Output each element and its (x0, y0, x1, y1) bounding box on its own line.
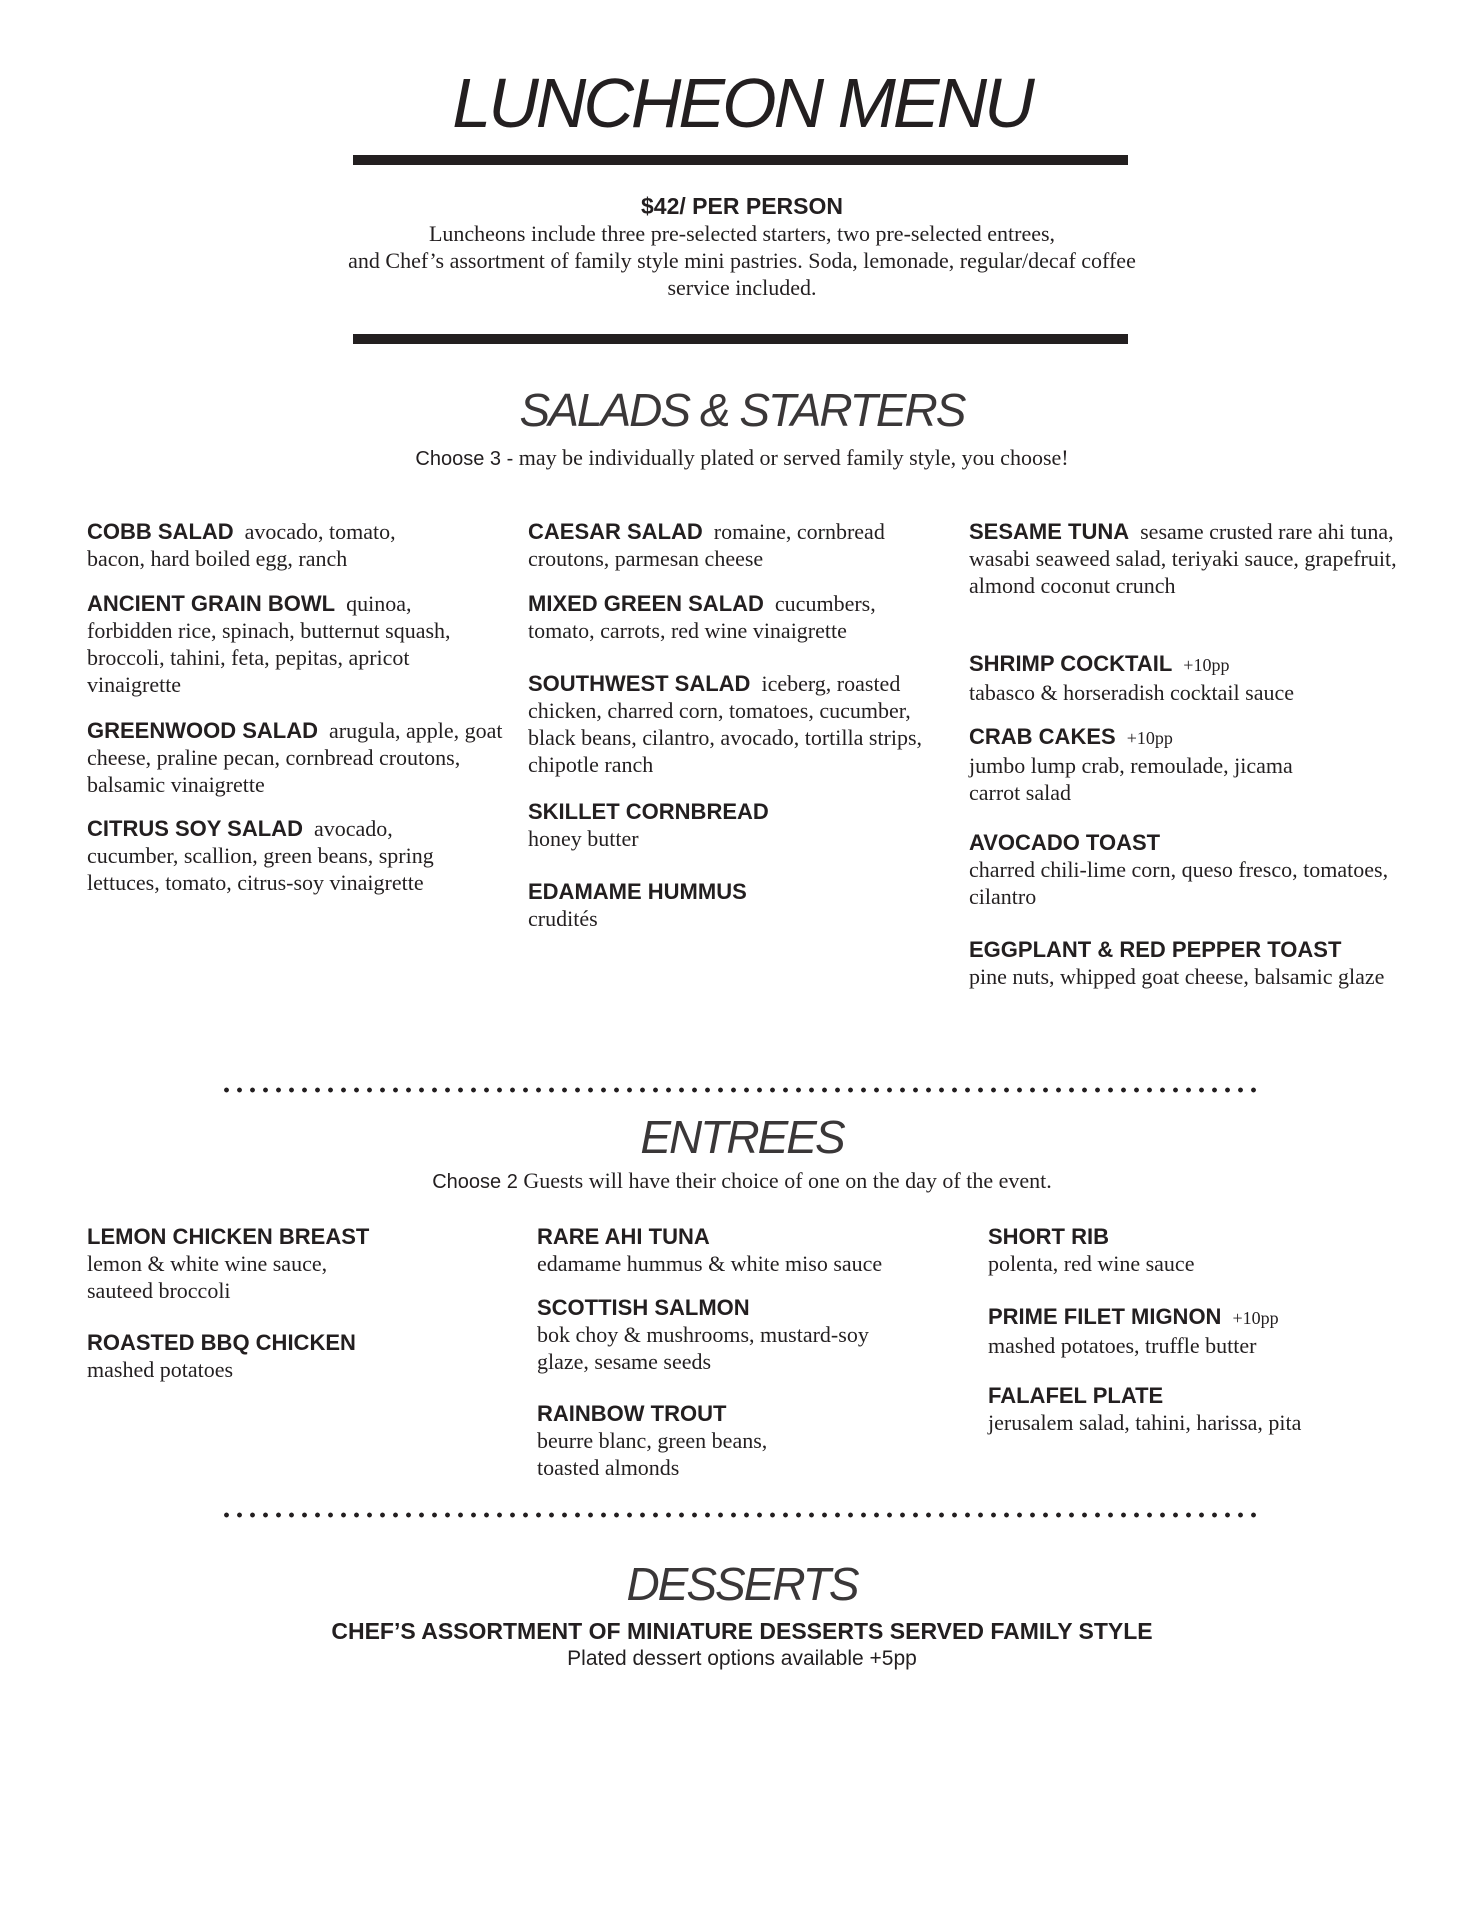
item-name: SCOTTISH SALMON (537, 1295, 750, 1320)
pricing-line: Luncheons include three pre-selected starters, two pre-selected entrees, (428, 221, 1056, 246)
item-name: SHRIMP COCKTAIL (969, 651, 1173, 676)
item-description: honey butter (528, 826, 639, 851)
item-name: ROASTED BBQ CHICKEN (87, 1330, 356, 1355)
menu-item (537, 1294, 967, 1375)
item-upcharge: +10pp (1232, 1308, 1279, 1328)
item-description: mashed potatoes (87, 1357, 234, 1382)
menu-item (87, 1329, 507, 1383)
starters-note-text: may be individually plated or served family style, you choose! (513, 445, 1069, 470)
item-name: AVOCADO TOAST (969, 830, 1161, 855)
item-description: bok choy & mushrooms, mustard-soy glaze, sesame seeds (537, 1322, 869, 1374)
entrees-note-lead: Choose 2 (432, 1171, 518, 1193)
item-name: LEMON CHICKEN BREAST (87, 1224, 370, 1249)
menu-item (537, 1400, 967, 1481)
item-upcharge: +10pp (1183, 655, 1230, 675)
item-name: SKILLET CORNBREAD (528, 799, 769, 824)
starters-note-lead: Choose 3 - (415, 448, 514, 470)
dotted-divider (220, 1087, 1260, 1093)
item-description: pine nuts, whipped goat cheese, balsamic glaze (969, 964, 1385, 989)
item-name: GREENWOOD SALAD (87, 718, 318, 743)
item-description: jerusalem salad, tahini, harissa, pita (988, 1410, 1302, 1435)
pricing-line: and Chef’s assortment of family style mini pastries. Soda, lemonade, regular/decaf coffee (348, 248, 1136, 273)
item-description: polenta, red wine sauce (988, 1251, 1195, 1276)
item-name: RARE AHI TUNA (537, 1224, 710, 1249)
item-description: cucumbers, tomato, carrots, red wine vinaigrette (528, 591, 876, 643)
item-description: mashed potatoes, truffle butter (988, 1333, 1257, 1358)
item-description: quinoa, forbidden rice, spinach, butternut squash, broccoli, tahini, feta, pepitas, apricot vinaigrette (87, 591, 451, 697)
menu-item (87, 717, 507, 798)
item-description: arugula, apple, goat cheese, praline pecan, cornbread croutons, balsamic vinaigrette (87, 718, 503, 797)
pricing-line: service included. (667, 275, 817, 300)
starters-note (0, 445, 1484, 471)
item-description: avocado, cucumber, scallion, green beans, spring lettuces, tomato, citrus-soy vinaigrette (87, 816, 434, 895)
menu-item (969, 650, 1399, 706)
item-name: PRIME FILET MIGNON (988, 1304, 1222, 1329)
item-description: lemon & white wine sauce, sauteed broccoli (87, 1251, 328, 1303)
item-description: charred chili-lime corn, queso fresco, tomatoes, cilantro (969, 857, 1389, 909)
menu-item (87, 518, 457, 572)
menu-item (988, 1303, 1398, 1359)
entrees-heading: ENTREES (640, 1111, 844, 1163)
item-name: FALAFEL PLATE (988, 1383, 1164, 1408)
item-name: SESAME TUNA (969, 519, 1130, 544)
menu-item (528, 518, 938, 572)
item-description: tabasco & horseradish cocktail sauce (969, 680, 1294, 705)
item-upcharge: +10pp (1126, 728, 1173, 748)
menu-item (969, 723, 1299, 806)
item-name: SHORT RIB (988, 1224, 1109, 1249)
desserts-plated-option: Plated dessert options available +5pp (567, 1647, 917, 1670)
menu-item (528, 670, 948, 778)
item-description: jumbo lump crab, remoulade, jicama carrot salad (969, 753, 1293, 805)
item-description: iceberg, roasted chicken, charred corn, tomatoes, cucumber, black beans, cilantro, avocado, tortilla strips, chipotle ranch (528, 671, 923, 777)
desserts-description: CHEF’S ASSORTMENT OF MINIATURE DESSERTS SERVED FAMILY STYLE (331, 1618, 1153, 1644)
item-name: ANCIENT GRAIN BOWL (87, 591, 336, 616)
item-name: CITRUS SOY SALAD (87, 816, 303, 841)
menu-item (528, 798, 938, 852)
menu-item (87, 590, 497, 698)
menu-item (988, 1382, 1398, 1436)
menu-item (528, 590, 938, 644)
menu-item (988, 1223, 1398, 1277)
item-name: RAINBOW TROUT (537, 1401, 727, 1426)
menu-item (969, 936, 1389, 990)
top-rule (353, 155, 1128, 165)
price-per-person: $42/ PER PERSON (641, 193, 843, 219)
item-description: edamame hummus & white miso sauce (537, 1251, 883, 1276)
menu-item (969, 518, 1399, 599)
item-name: CRAB CAKES (969, 724, 1116, 749)
menu-item (969, 829, 1389, 910)
item-name: COBB SALAD (87, 519, 234, 544)
item-name: CAESAR SALAD (528, 519, 703, 544)
starters-heading: SALADS & STARTERS (519, 384, 965, 436)
pricing-description (270, 220, 1214, 301)
desserts-heading: DESSERTS (626, 1558, 858, 1610)
dotted-divider (220, 1512, 1260, 1518)
menu-item (528, 878, 938, 932)
menu-item (87, 815, 457, 896)
item-name: SOUTHWEST SALAD (528, 671, 751, 696)
item-description: beurre blanc, green beans, toasted almonds (537, 1428, 768, 1480)
menu-item (537, 1223, 967, 1277)
item-description: avocado, tomato, bacon, hard boiled egg, ranch (87, 519, 396, 571)
page-title: LUNCHEON MENU (452, 64, 1032, 142)
item-description: romaine, cornbread croutons, parmesan cheese (528, 519, 885, 571)
item-description: sesame crusted rare ahi tuna, wasabi seaweed salad, teriyaki sauce, grapefruit, almond coconut crunch (969, 519, 1397, 598)
entrees-note (0, 1168, 1484, 1194)
item-name: MIXED GREEN SALAD (528, 591, 764, 616)
item-description: crudités (528, 906, 598, 931)
menu-item (87, 1223, 507, 1304)
entrees-note-text: Guests will have their choice of one on the day of the event. (517, 1168, 1052, 1193)
item-name: EGGPLANT & RED PEPPER TOAST (969, 937, 1342, 962)
pricing-rule (353, 334, 1128, 344)
item-name: EDAMAME HUMMUS (528, 879, 747, 904)
